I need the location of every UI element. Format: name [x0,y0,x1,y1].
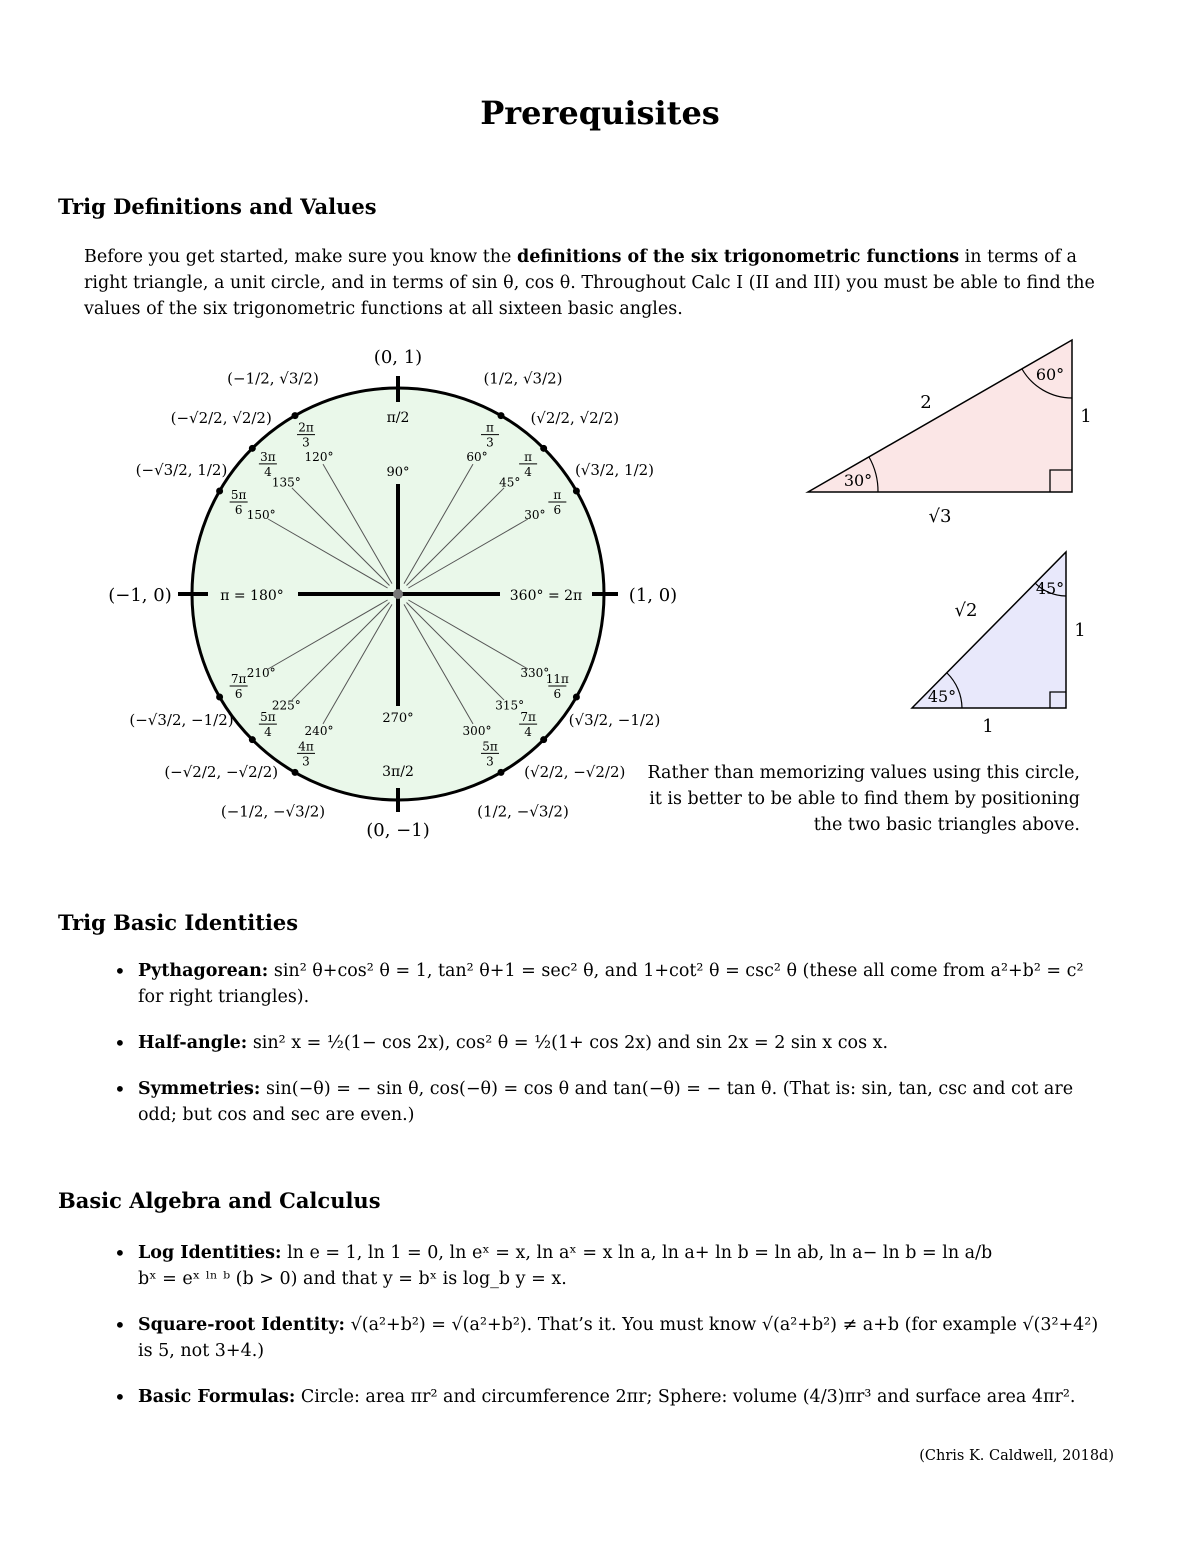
algebra-text: Circle: area πr² and circumference 2πr; Sphere: volume (4/3)πr³ and surface area 4πr². [300,1387,1076,1407]
algebra-label: Square-root Identity: [138,1315,346,1335]
center-point [393,589,403,599]
radian-label-denominator: 3 [486,435,494,450]
radian-label-numerator: π [486,420,494,435]
list-item [114,1076,1104,1128]
triangle-30-60-90 [808,340,1072,492]
degree-label: 300° [462,723,492,738]
tri1-angle-60: 60° [1035,365,1065,384]
angle-point [540,445,547,452]
radian-label-denominator: 6 [234,687,243,701]
unit-circle-svg [80,330,700,850]
angle-point [249,736,256,743]
degree-label: 120° [304,450,334,465]
axis-label-bottom-rad: 3π/2 [382,764,414,780]
intro-text-1: Before you get started, make sure you know the [84,247,517,267]
identity-text: sin² θ+cos² θ = 1, tan² θ+1 = sec² θ, and 1+cot² θ = csc² θ (these all come from a²+b² = c² for right triangles). [138,961,1084,1007]
radian-label-numerator: 5π [482,739,498,754]
degree-label: 210° [246,666,276,680]
angle-point [292,769,299,776]
algebra-list [114,1240,1104,1430]
coordinate-label: (1/2, −√3/2) [477,802,569,821]
triangle-45-45-90 [912,552,1066,708]
identity-text: sin(−θ) = − sin θ, cos(−θ) = cos θ and tan(−θ) = − tan θ. (That is: sin, tan, csc and cot are odd; but cos and sec are even.) [138,1079,1074,1125]
degree-label: 240° [304,723,334,738]
tri1-angle-30: 30° [843,471,873,490]
list-item [114,1240,1104,1292]
radian-label-denominator: 6 [553,687,562,701]
algebra-text-line2: bˣ = eˣ ˡⁿ ᵇ (b > 0) and that y = bˣ is log_b y = x. [138,1269,567,1289]
radian-label-denominator: 6 [234,503,243,517]
degree-label: 225° [271,698,301,713]
angle-point [498,769,505,776]
tri2-hypotenuse: √2 [954,600,978,621]
axis-point-right: (1, 0) [628,585,678,606]
radian-label-denominator: 4 [264,464,272,479]
axis-label-right: 360° = 2π [509,588,583,604]
coordinate-label: (−√3/2, 1/2) [135,461,228,479]
degree-label: 30° [524,508,546,522]
angle-point [216,488,223,495]
algebra-label: Basic Formulas: [138,1387,296,1407]
axis-label-left: π = 180° [220,588,284,604]
angle-point [573,694,580,701]
axis-point-top: (0, 1) [373,347,423,368]
identity-label: Half-angle: [138,1033,248,1053]
angle-point [573,488,580,495]
section-heading-trig-definitions: Trig Definitions and Values [58,194,377,219]
axis-label-top-rad: π/2 [386,410,410,426]
triangles-svg [780,330,1100,740]
radian-label-numerator: 5π [260,710,276,725]
tri2-angle-bottom: 45° [927,687,957,706]
unit-circle-figure [80,330,700,854]
axis-point-left: (−1, 0) [108,585,172,606]
intro-paragraph [84,244,1114,322]
radian-label-denominator: 4 [264,725,272,740]
list-item [114,1384,1104,1410]
angle-point [498,412,505,419]
identity-label: Symmetries: [138,1079,261,1099]
algebra-label: Log Identities: [138,1243,282,1263]
coordinate-label: (√2/2, √2/2) [530,409,620,428]
angle-point [216,694,223,701]
radian-label-numerator: 3π [260,449,276,464]
tri1-adjacent: √3 [928,506,952,527]
coordinate-label: (√3/2, −1/2) [568,711,661,729]
algebra-text: √(a²+b²) = √(a²+b²). That’s it. You must know √(a²+b²) ≠ a+b (for example √(3²+4²) is 5, not 3+4.) [138,1315,1099,1361]
page-title: Prerequisites [480,94,720,132]
radian-label-denominator: 3 [302,435,310,450]
angle-point [249,445,256,452]
degree-label: 330° [520,666,550,680]
axis-point-bottom: (0, −1) [366,820,430,841]
tri1-opposite: 1 [1080,406,1092,427]
intro-text-2: in terms of a right triangle, a unit circle, and in terms of sin θ, cos θ. Throughout Calc I (II and III) you must be able to find the values of the six trigonometric functions at all sixteen basic angles. [84,247,1095,319]
degree-label: 150° [246,508,276,522]
coordinate-label: (1/2, √3/2) [483,369,563,388]
identity-label: Pythagorean: [138,961,269,981]
degree-label: 45° [499,475,521,490]
radian-label-numerator: 7π [230,672,247,686]
special-triangles-figure [780,330,1100,744]
radian-label-denominator: 3 [302,754,310,769]
credit-line: (Chris K. Caldwell, 2018d) [919,1448,1114,1464]
coordinate-label: (−√2/2, √2/2) [170,409,272,428]
coordinate-label: (√2/2, −√2/2) [524,762,626,781]
radian-label-numerator: π [553,488,562,502]
coordinate-label: (√3/2, 1/2) [574,461,655,479]
tri2-angle-top: 45° [1035,579,1065,598]
radian-label-numerator: 7π [520,710,536,725]
radian-label-denominator: 6 [553,503,562,517]
coordinate-label: (−1/2, √3/2) [227,369,319,388]
radian-label-numerator: 4π [298,739,314,754]
degree-label: 315° [495,698,525,713]
degree-label: 60° [466,450,488,465]
identities-list [114,958,1104,1148]
radian-label-denominator: 4 [524,464,532,479]
radian-label-denominator: 4 [524,725,532,740]
intro-bold-text: definitions of the six trigonometric functions [516,247,960,267]
radian-label-numerator: 5π [230,488,247,502]
tri2-opposite: 1 [1074,620,1086,641]
tri2-adjacent: 1 [982,716,994,737]
section-heading-algebra: Basic Algebra and Calculus [58,1188,381,1213]
algebra-text: ln e = 1, ln 1 = 0, ln eˣ = x, ln aˣ = x ln a, ln a+ ln b = ln ab, ln a− ln b = ln a/b [287,1243,993,1263]
angle-point [540,736,547,743]
coordinate-label: (−√3/2, −1/2) [129,711,234,729]
axis-label-top-deg: 90° [386,465,410,480]
radian-label-numerator: 11π [545,672,569,686]
list-item [114,958,1104,1010]
identity-text: sin² x = ½(1− cos 2x), cos² θ = ½(1+ cos 2x) and sin 2x = 2 sin x cos x. [252,1033,889,1053]
triangle-note: Rather than memorizing values using this circle, it is better to be able to find them by positioning the two basic triangles above. [647,763,1080,835]
tri1-hypotenuse: 2 [920,392,932,413]
section-heading-identities: Trig Basic Identities [58,910,299,935]
coordinate-label: (−1/2, −√3/2) [220,802,326,821]
radian-label-numerator: π [524,449,533,464]
coordinate-label: (−√2/2, −√2/2) [164,762,279,781]
radian-label-denominator: 3 [486,754,494,769]
radian-label-numerator: 2π [298,420,314,435]
axis-label-bottom-deg: 270° [382,711,414,726]
degree-label: 135° [271,475,301,490]
list-item [114,1312,1104,1364]
list-item [114,1030,1104,1056]
angle-point [292,412,299,419]
